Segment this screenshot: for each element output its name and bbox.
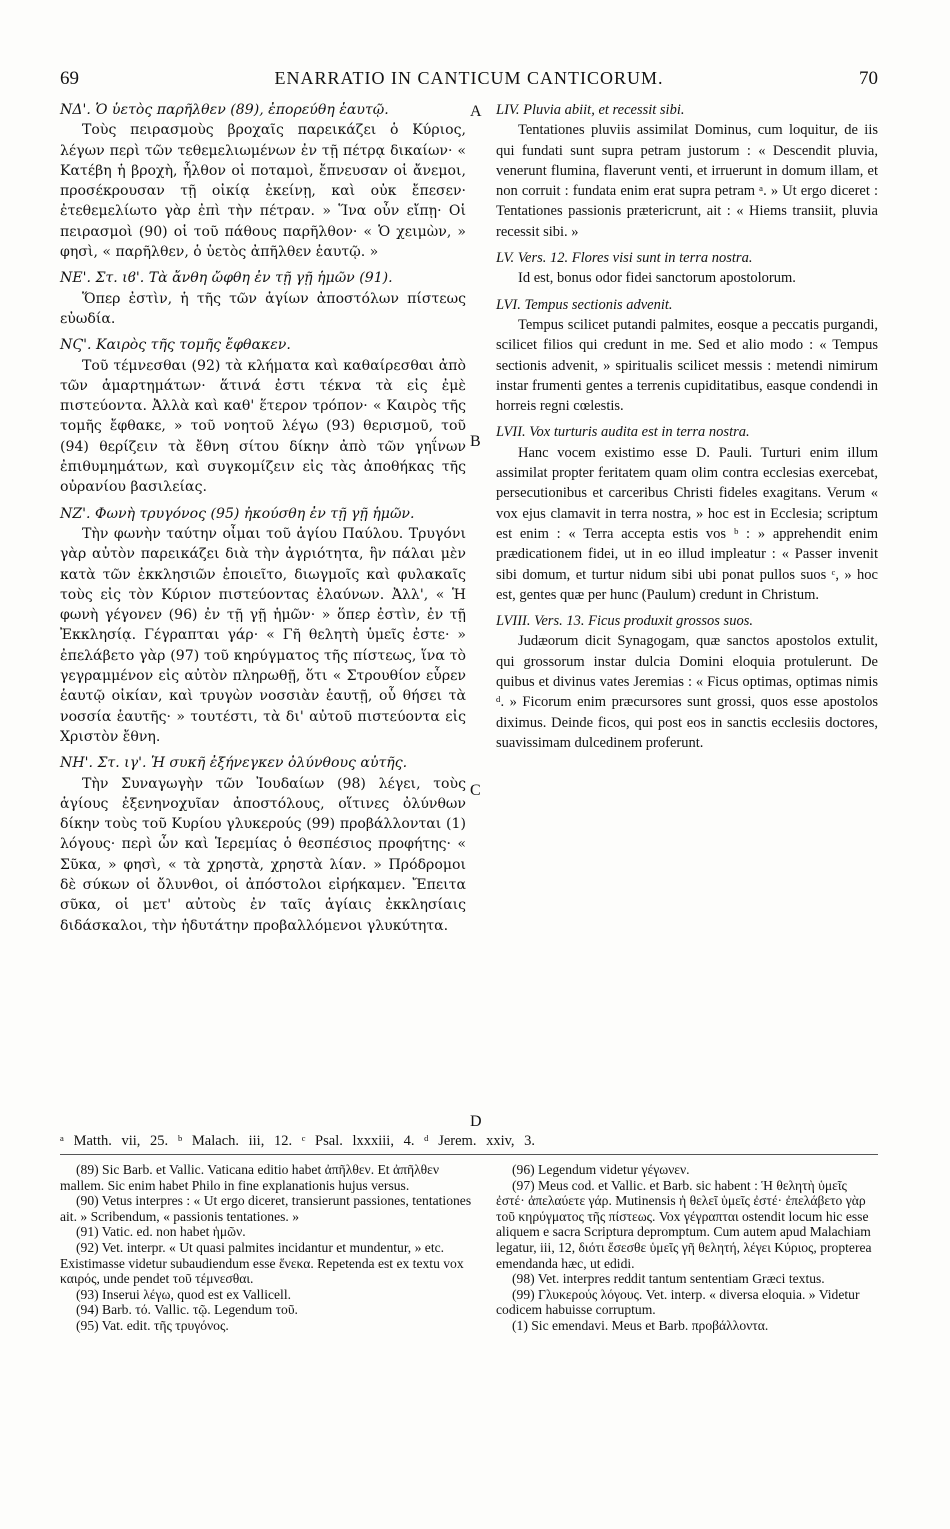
margin-letter-d: D: [470, 1113, 482, 1130]
greek-section: [60, 100, 466, 262]
footnote: (91) Vatic. ed. non habet ἡμῶν.: [76, 1224, 246, 1240]
latin-column: [496, 100, 878, 759]
latin-section: [496, 422, 878, 605]
section-heading: LV. Vers. 12. Flores visi sunt in terra nostra.: [496, 250, 753, 267]
footnote-divider: [60, 1154, 878, 1155]
footnotes-left: [60, 1162, 472, 1334]
running-title: ENARRATIO IN CANTICUM CANTICORUM.: [274, 68, 664, 88]
margin-letter-b: B: [470, 433, 481, 450]
section-text: Hanc vocem existimo esse D. Pauli. Turturi enim illum assimilat propter feritatem quam olim contra ecclesias exercebat, persecutionibus et carceribus Christi fideles exagitans. Verum « vox ejus clamavit in terra nostra, » hoc est in Ecclesia; scriptum est enim : « Terra accepta estis vos ᵇ : » apprehendit enim prædicationem fidei, ut in eo illud impleatur : « Passer invenit sibi domum, et turtur nidum sibi ubi ponat pullos suos ᶜ, » hoc est, gentes quæ per hunc (Paulum) credunt in Christum.: [496, 444, 878, 603]
latin-section: [496, 611, 878, 753]
greek-section: [60, 504, 466, 748]
section-text: Tentationes pluviis assimilat Dominus, cum loquitur, de iis qui fundati sunt supra petram justorum : « Descendit pluvia, venerunt flumina, flaverunt venti, et irruerunt in domum illam, et non corruit : fundata enim erat supra petram ᵃ. » Ut ergo diceret : Tentationes passionis prætericrunt, ait : « Hiems transiit, pluvia recessit sibi. »: [496, 122, 878, 240]
latin-section: [496, 248, 878, 289]
footnote: (1) Sic emendavi. Meus et Barb. προβάλλοντα.: [512, 1317, 769, 1333]
margin-letter-c: C: [470, 782, 481, 799]
greek-section: [60, 268, 466, 329]
section-text: Tempus scilicet putandi palmites, eosque a peccatis purgandi, scilicet filios qui credunt in me. Sed et alio modo : « Tempus sectionis advenit, » spiritualis scilicet messis : metendi nimirum instar frumenti gentes a terrenis cupiditatibus, easque condendi in horreis regni cœlestis.: [496, 316, 878, 415]
section-heading: LIV. Pluvia abiit, et recessit sibi.: [496, 102, 685, 118]
section-heading: ΝϚ'. Καιρὸς τῆς τομῆς ἔφθακεν.: [60, 337, 291, 354]
footnote: (97) Meus cod. et Vallic. et Barb. sic habent : Ἡ θελητὴ ὑμεῖς ἐστέ· ἀπελαύετε γάρ. Mutinensis ἡ θελεῖ ὑμεῖς ἐστέ· ἐπελάβετο γὰρ τοῦ κηρύγματος τῆς πίστεως. Vox γέγραπται ostendit locum hic esse aliquem e sacra Scriptura depromptum. Cum autem apud Malachiam legatur, iii, 12, διότι ἔσεσθε ὑμεῖς γῆ θελητή, λέγει Κύριος, propterea emendanda hæc, ut edidi.: [496, 1177, 872, 1271]
greek-section: [60, 335, 466, 497]
section-text: Τοῦ τέμνεσθαι (92) τὰ κλήματα καὶ καθαίρεσθαι ἀπὸ τῶν ἁμαρτημάτων· ἅτινά ἐστι τέκνα τὰ εἰς ἐμὲ πιστεύοντα. Ἀλλὰ καὶ καθ' ἕτερον τρόπον· « Καιρὸς τῆς τομῆς ἔφθακε, » τοῦ νοητοῦ λέγω (93) θερισμοῦ, τοῦ (94) θερίζειν τὰ ἔθνη σίτου δίκην ἀπὸ τῶν γηΐνων ἐπιθυμημάτων, καὶ συγκομίζειν εἰς τὰς ἀποθήκας τῆς οὐρανίου βασιλείας.: [60, 357, 466, 496]
section-text: Id est, bonus odor fidei sanctorum apostolorum.: [518, 270, 796, 287]
footnote: (89) Sic Barb. et Vallic. Vaticana editio habet ἀπῆλθεν. Et ἀπῆλθεν mallem. Sic enim habet Philo in fine explanationis hujus versus.: [60, 1162, 440, 1193]
margin-letter-a: A: [470, 103, 482, 120]
footnote: (92) Vet. interpr. « Ut quasi palmites incidantur et mundentur, » etc. Existimasse videtur subaudiendum esse ἕνεκα. Repetenda est ex textu vox καιρός, unde pendet τοῦ τέμνεσθαι.: [60, 1239, 464, 1287]
footnotes-right: [496, 1162, 878, 1334]
footnote: (98) Vet. interpres reddit tantum sententiam Græci textus.: [512, 1271, 825, 1287]
section-text: Τὴν Συναγωγὴν τῶν Ἰουδαίων (98) λέγει, τοὺς ἁγίους ἐξενηνοχυῖαν ἀποστόλους, οἵτινες ὀλύνθων δίκην τοὺς τοῦ Κυρίου γλυκερούς (99) προβάλλονται (1) λόγους· περὶ ὧν καὶ Ἱερεμίας ὁ θεσπέσιος προφήτης· « Σῦκα, » φησὶ, « τὰ χρηστὰ, χρηστὰ λίαν. » Πρόδρομοι δὲ σύκων οἱ ὄλυνθοι, οἱ ἀπόστολοι εἰρήκαμεν. Ἔπειτα σῦκα, οἱ μετ' αὐτοὺς ἐν ταῖς ἁγίαις ἐκκλησίαις διδάσκαλοι, τὴν ἡδυτάτην προβαλλόμενοι γλυκύτητα.: [60, 775, 466, 934]
latin-section: [496, 100, 878, 242]
page-number-right: 70: [859, 68, 878, 89]
footnote: (99) Γλυκερούς λόγους. Vet. interp. « diversa eloquia. » Videtur codicem habuisse corruptum.: [496, 1286, 860, 1318]
section-heading: ΝΔ'. Ὁ ὑετὸς παρῆλθεν (89), ἐπορεύθη ἑαυτῷ.: [60, 102, 389, 118]
footnote: (90) Vetus interpres : « Ut ergo diceret, transierunt passiones, tentationes ait. » Scribendum, « passionis tentationes. »: [60, 1193, 472, 1224]
greek-column: [60, 100, 466, 942]
footnote: (95) Vat. edit. τῆς τρυγόνος.: [76, 1317, 229, 1333]
scripture-references: ᵃ Matth. vii, 25. ᵇ Malach. iii, 12. ᶜ Psal. lxxxiii, 4. ᵈ Jerem. xxiv, 3.: [60, 1133, 536, 1149]
page-header: [60, 68, 878, 98]
section-text: Τὴν φωνὴν ταύτην οἶμαι τοῦ ἁγίου Παύλου. Τρυγόνι γὰρ αὐτὸν παρεικάζει διὰ τὴν ἀγριότητα, ἣν πάλαι μὲν κατὰ τῶν ἐκκλησιῶν ἐποιεῖτο, διωγμοῖς καὶ φυλακαῖς τοὺς εἰς τὸν Κύριον πιστεύοντας ἐλαύνων. Ἀλλ', « Ἡ φωνὴ γέγονεν (96) ἐν τῇ γῇ ἡμῶν· » ὅπερ ἐστὶν, ἐν τῇ Ἐκκλησίᾳ. Γέγραπται γάρ· « Γῆ θελητὴ ὑμεῖς ἐστε· » ἐπελάβετο γὰρ (97) τοῦ κηρύγματος τῆς πίστεως, ἵνα τὸ γεγραμμένον εἰς αὐτὸν πληρωθῇ, ὅτι « Στρουθίον εὗρεν ἑαυτῷ οἰκίαν, καὶ τρυγὼν νοσσιὰν ἑαυτῇ, οὗ θήσει τὰ νοσσία ἑαυτῆς· » τουτέστι, τὰ δι' αὐτοῦ πιστεύοντα εἰς Χριστὸν ἔθνη.: [60, 525, 466, 745]
section-heading: ΝΕ'. Στ. ιϐ'. Τὰ ἄνθη ὤφθη ἐν τῇ γῇ ἡμῶν (91).: [60, 270, 393, 287]
section-heading: LVI. Tempus sectionis advenit.: [496, 296, 673, 313]
footnote: (93) Inserui λέγω, quod est ex Vallicell.: [76, 1286, 292, 1302]
footnote: (94) Barb. τό. Vallic. τῷ. Legendum τοῦ.: [76, 1302, 298, 1318]
section-text: Ὅπερ ἐστὶν, ἡ τῆς τῶν ἁγίων ἀποστόλων πίστεως εὐωδία.: [60, 290, 466, 327]
greek-section: [60, 753, 466, 936]
section-heading: LVIII. Vers. 13. Ficus produxit grossos suos.: [496, 613, 753, 630]
section-heading: ΝΗ'. Στ. ιγ'. Ἡ συκῆ ἐξήνεγκεν ὀλύνθους αὐτῆς.: [60, 755, 408, 772]
section-heading: ΝΖ'. Φωνὴ τρυγόνος (95) ἠκούσθη ἐν τῇ γῇ ἡμῶν.: [60, 505, 415, 522]
section-text: Judæorum dicit Synagogam, quæ sanctos apostolos extulit, qui grossorum instar dulcia Domini eloquia protulerunt. De quibus et divinus vates Jeremias : « Ficus optimas, optimas nimis ᵈ. » Ficorum enim præcursores sunt grossi, quos esse apostolos diximus. Deinde ficos, qui post eos in sanctis ecclesiis doctores, suavissimam dulcedinem proferunt.: [496, 633, 878, 751]
latin-section: [496, 295, 878, 417]
page-number-left: 69: [60, 68, 79, 89]
section-text: Τοὺς πειρασμοὺς βροχαῖς παρεικάζει ὁ Κύριος, λέγων περὶ τῶν τεθεμελιωμένων ἐν τῇ πέτρᾳ δικαίων· « Κατέβη ἡ βροχὴ, ἦλθον οἱ ποταμοὶ, ἔπνευσαν οἱ ἄνεμοι, προσέκρουσαν τῇ οἰκίᾳ ἐκείνῃ, καὶ οὐκ ἔπεσεν· ἐτεθεμελίωτο γὰρ ἐπὶ τὴν πέτραν. » Ἵνα οὖν εἴπῃ· Οἱ πειρασμοὶ (90) οἱ τοῦ πάθους παρῆλθον· « Ὁ χειμὼν, » φησὶ, « παρῆλθεν, ὁ ὑετὸς ἀπῆλθεν ἑαυτῷ. »: [60, 122, 466, 261]
section-heading: LVII. Vox turturis audita est in terra nostra.: [496, 424, 750, 441]
footnote: (96) Legendum videtur γέγωνεν.: [512, 1162, 690, 1177]
